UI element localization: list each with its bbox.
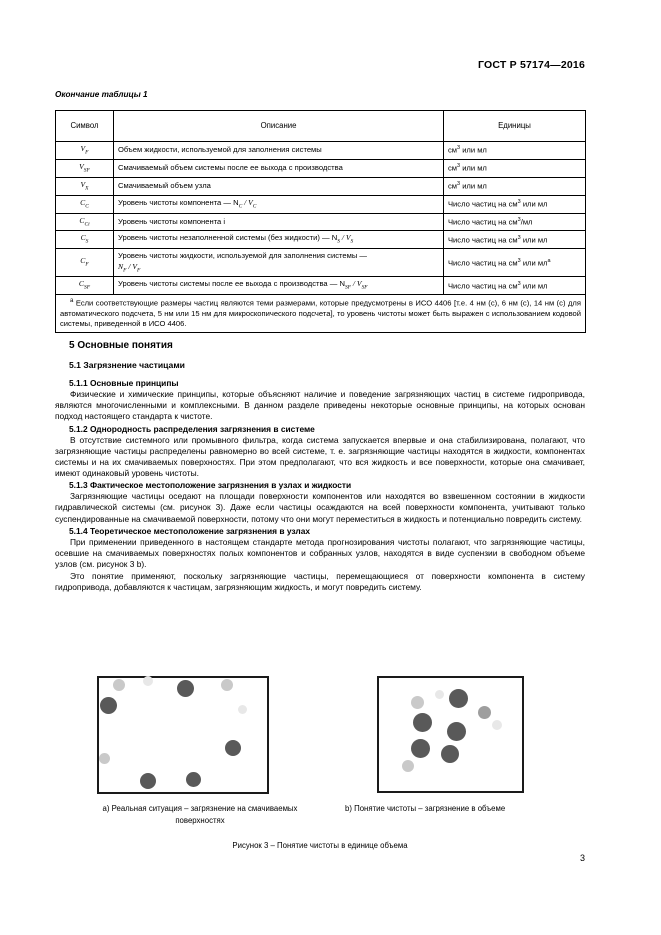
particle-dot	[492, 720, 502, 730]
document-body	[55, 340, 585, 595]
table-row	[56, 213, 586, 231]
row-units: Число частиц на $см^3$ или $мл^a$	[444, 249, 586, 277]
particle-dot	[225, 740, 241, 756]
particle-dot	[186, 772, 201, 787]
row-symbol: $C_{Ci}$	[56, 213, 114, 231]
footnote-line-2: [т.е. 4 нм (с), 6 нм (с), 14 нм (с) для автоматического подсчета, 5 нм или 15 нм для микроскопического подсчета],	[60, 298, 581, 319]
figure-caption-a-line1: a) Реальная ситуация – загрязнение на смачиваемых	[102, 804, 298, 813]
particle-dot	[435, 690, 444, 699]
column-header-description: Описание	[114, 111, 444, 142]
page-number: 3	[579, 853, 585, 863]
table-row	[56, 277, 586, 295]
heading-section-5-1-1: 5.1.1 Основные принципы	[69, 378, 179, 388]
paragraph-5-1-4-a: При применении приведенного в настоящем стандарте метода прогнозирования чистоты полагают, что загрязняющие частицы, осевшие на смачиваемых поверхностях полых компонентов и собранных узлов, находятся в виде суспензии в свободном объеме узлов (см. рисунок 3 b).	[55, 536, 585, 570]
paragraph-5-1-2: В отсутствие системного или промывного фильтра, когда система запускается впервые и она стабилизирована, полагают, что загрязняющие частицы распределены равномерно во всей системе, т. е. загрязняющие частицы находятся в жидкости, компонентах системы и на их смачиваемых поверхностях. При этом предполагают, что вся жидкость и все поверхности, которые она смачивает, имеют одинаковый уровень чистоты.	[55, 434, 585, 479]
figure-3	[55, 676, 585, 861]
particle-dot	[441, 745, 459, 763]
paragraph-5-1-3: Загрязняющие частицы оседают на площади поверхности компонентов или находятся во взвешенном состоянии в жидкости гидравлической системы (см. рисунок 3). Даже если частицы осаждаются на всей поверхности компонента, учитывают только суспендированные на смачиваемой поверхности, потому что они могут переместиться в жидкость и потенциально повредить систему.	[55, 491, 585, 524]
figure-caption-b: b) Понятие чистоты – загрязнение в объеме	[345, 804, 506, 813]
row-symbol: $V_F$	[56, 142, 114, 160]
paragraph-5-1-1: Физические и химические принципы, которые объясняют наличие и поведение загрязняющих частиц в системе гидропривода, являются многочисленными и комплексными. В данном разделе приведены некоторые основные принципы, на которых основан подход настоящего стандарта к чистоте.	[55, 389, 585, 422]
table-row	[56, 249, 586, 277]
row-description: Уровень чистоты системы после ее выхода с производства — $N_{SF} / V_{SF}$	[114, 277, 444, 295]
figure-caption-a	[55, 803, 345, 826]
particle-dot	[99, 753, 110, 764]
footnote-line-1: Если соответствующие размеры частиц являются теми размерами, которые предусмотрены в ИСО 4406	[75, 298, 452, 308]
row-symbol: $C_S$	[56, 231, 114, 249]
figure-panel-b	[377, 676, 524, 793]
row-description: Уровень чистоты компонента — $N_C / V_C$	[114, 195, 444, 213]
row-symbol: $C_C$	[56, 195, 114, 213]
heading-section-5-1-2: 5.1.2 Однородность распределения загрязнения в системе	[69, 423, 315, 434]
particle-dot	[238, 705, 247, 714]
heading-section-5-1-4: 5.1.4 Теоретическое местоположение загрязнения в узлах	[69, 525, 311, 536]
table-row	[56, 177, 586, 195]
column-header-units: Единицы	[444, 111, 586, 142]
particle-dot	[447, 722, 466, 741]
row-symbol: $C_F$	[56, 249, 114, 277]
table-row	[56, 142, 586, 160]
table-caption: Окончание таблицы 1	[55, 90, 148, 99]
row-units: $см^3$ или мл	[444, 159, 586, 177]
particle-dot	[411, 739, 430, 758]
particle-dot	[221, 679, 233, 691]
figure-panel-a	[97, 676, 269, 794]
row-symbol: $V_{SF}$	[56, 159, 114, 177]
heading-section-5-1: 5.1 Загрязнение частицами	[69, 360, 185, 370]
table-footnote	[56, 295, 586, 332]
particle-dot	[413, 713, 432, 732]
paragraph-5-1-4-b: Это понятие применяют, поскольку загрязняющие частицы, перемещающиеся от поверхности компонента в систему гидропривода, добавляются к частицам, загрязняющим жидкость, и могут повредить систему.	[55, 571, 585, 593]
particle-dot	[140, 773, 156, 789]
row-symbol: $C_{SF}$	[56, 277, 114, 295]
row-units: $см^3$ или мл	[444, 177, 586, 195]
table-body	[56, 142, 586, 333]
row-description: Уровень чистоты незаполненной системы (без жидкости) — $N_S / V_S$	[114, 231, 444, 249]
heading-section-5-1-3: 5.1.3 Фактическое местоположение загрязнения в узлах и жидкости	[69, 480, 352, 491]
figure-caption-a-line2: поверхностях	[175, 815, 225, 825]
document-standard-header: ГОСТ Р 57174—2016	[477, 59, 585, 71]
footnote-line-3: то уровень чистоты может быть выражен с использованием кодовой системы, приведенной в ИСО 4406.	[60, 309, 581, 329]
particle-dot	[100, 697, 117, 714]
row-units: $см^3$ или мл	[444, 142, 586, 160]
particle-dot	[411, 696, 424, 709]
row-description: Смачиваемый объем узла	[114, 177, 444, 195]
specification-table-wrapper	[55, 110, 585, 333]
row-units: Число частиц на $см^3$ или мл	[444, 231, 586, 249]
particle-dot	[478, 706, 491, 719]
particle-dot	[113, 679, 125, 691]
footnote-mark: a	[70, 298, 74, 305]
particle-dot	[143, 676, 153, 686]
table-row	[56, 231, 586, 249]
table-footnote-row	[56, 295, 586, 332]
table-row	[56, 195, 586, 213]
particle-dot	[177, 680, 194, 697]
row-description: Уровень чистоты жидкости, используемой для заполнения системы — $N_F / V_F$	[114, 249, 444, 277]
row-units: Число частиц на $см^3$ или мл	[444, 195, 586, 213]
heading-section-5: 5 Основные понятия	[69, 340, 173, 351]
figure-main-caption: Рисунок 3 – Понятие чистоты в единице объема	[232, 841, 408, 850]
particle-dot	[449, 689, 468, 708]
particle-dot	[402, 760, 414, 772]
row-description: Объем жидкости, используемой для заполнения системы	[114, 142, 444, 160]
row-symbol: $V_X$	[56, 177, 114, 195]
row-units: Число частиц на $см^3$ или мл	[444, 277, 586, 295]
row-description: Уровень чистоты компонента i	[114, 213, 444, 231]
column-header-symbol: Символ	[56, 111, 114, 142]
row-description: Смачиваемый объем системы после ее выхода с производства	[114, 159, 444, 177]
row-units: Число частиц на $см^3/мл$	[444, 213, 586, 231]
table-header-row	[56, 111, 586, 142]
specification-table	[55, 110, 586, 333]
footnote-reference: a	[547, 257, 551, 264]
table-row	[56, 159, 586, 177]
